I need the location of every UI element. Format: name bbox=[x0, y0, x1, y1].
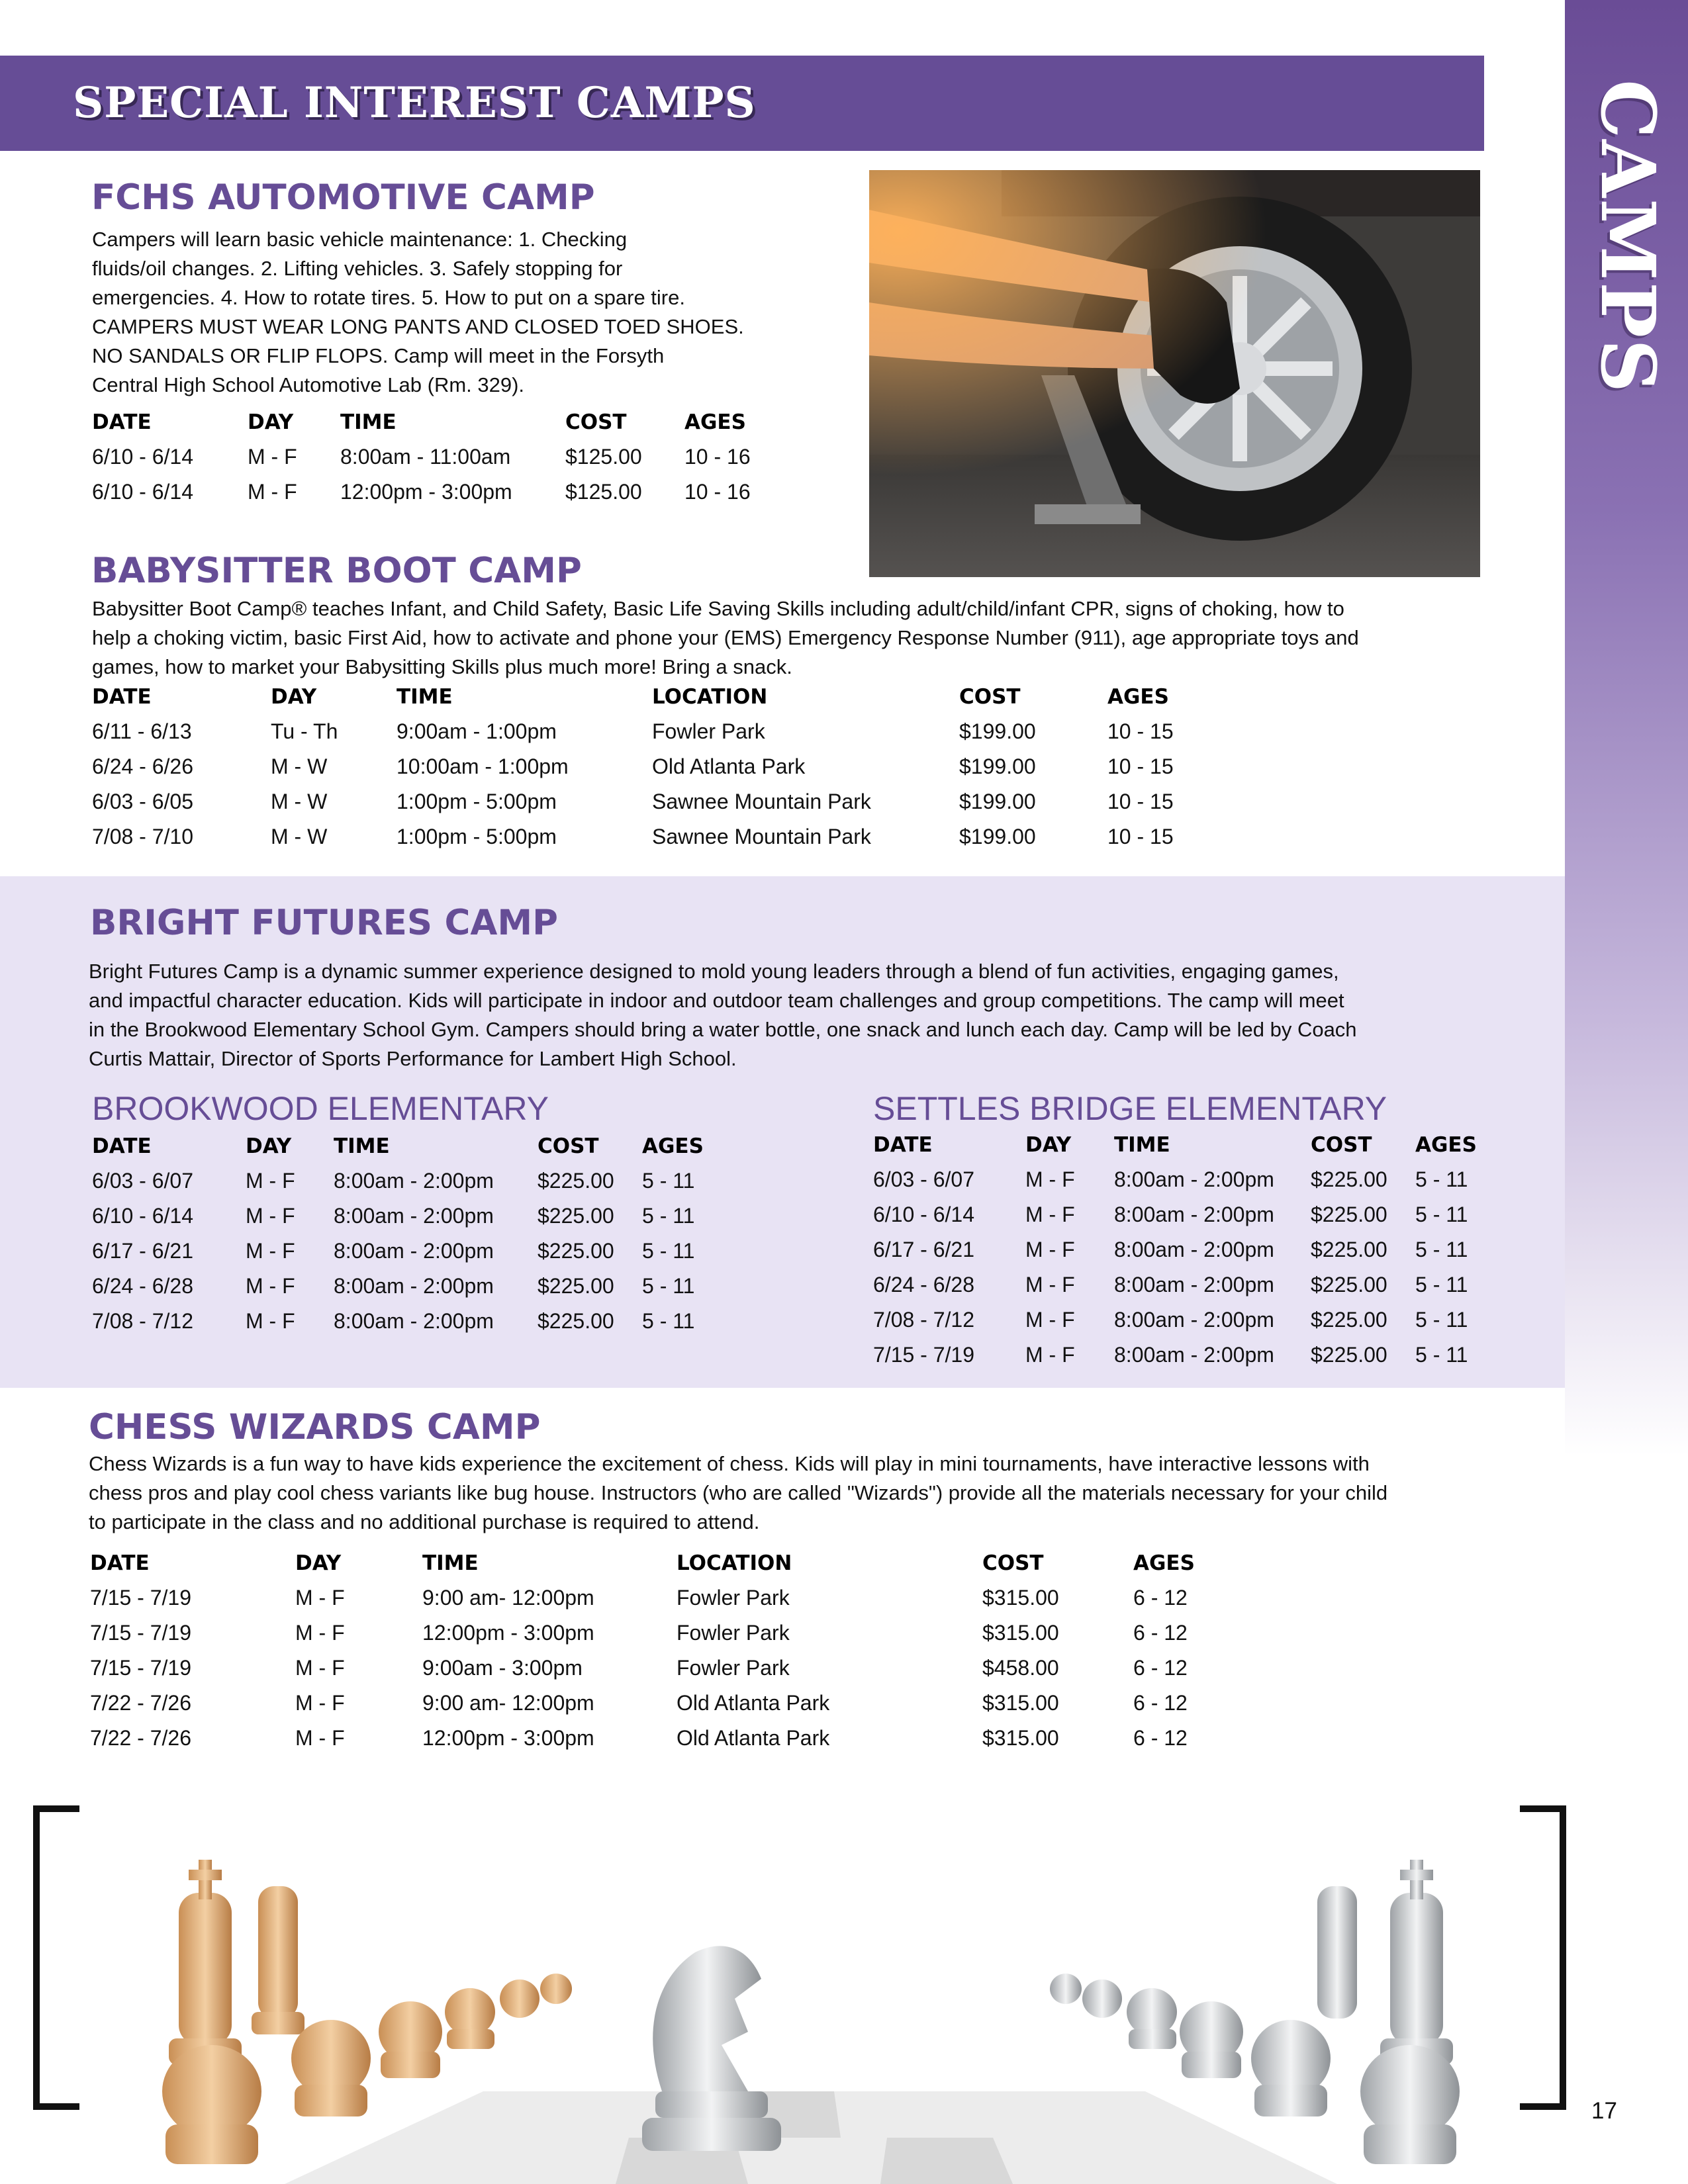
table-cell: 6 - 12 bbox=[1133, 1621, 1188, 1645]
table-cell: $199.00 bbox=[959, 719, 1036, 743]
column-header: AGES bbox=[1107, 685, 1169, 709]
table-cell: M - F bbox=[248, 445, 297, 469]
table-cell: 8:00am - 2:00pm bbox=[1114, 1308, 1274, 1332]
column-header: TIME bbox=[340, 410, 397, 434]
table-cell: 5 - 11 bbox=[642, 1169, 695, 1193]
table-cell: $199.00 bbox=[959, 825, 1036, 848]
table-cell: $225.00 bbox=[1311, 1273, 1387, 1297]
automotive-schedule-table bbox=[92, 405, 764, 510]
table-cell: 7/15 - 7/19 bbox=[90, 1586, 191, 1610]
table-cell: $225.00 bbox=[538, 1309, 614, 1333]
page-number: 17 bbox=[1591, 2098, 1617, 2124]
table-cell: 8:00am - 2:00pm bbox=[334, 1309, 494, 1333]
table-cell: 6/10 - 6/14 bbox=[873, 1203, 974, 1226]
table-cell: Fowler Park bbox=[677, 1586, 790, 1610]
table-cell: Sawnee Mountain Park bbox=[652, 825, 871, 848]
table-cell: M - F bbox=[1025, 1343, 1075, 1367]
table-cell: Old Atlanta Park bbox=[652, 754, 806, 778]
column-header: DAY bbox=[246, 1134, 292, 1158]
table-cell: 7/15 - 7/19 bbox=[90, 1621, 191, 1645]
table-cell: $125.00 bbox=[565, 445, 642, 469]
table-cell: 7/08 - 7/10 bbox=[92, 825, 193, 848]
table-row bbox=[92, 784, 1194, 819]
description-line: emergencies. 4. How to rotate tires. 5. How to put on a spare tire. bbox=[92, 286, 685, 309]
table-cell: 5 - 11 bbox=[642, 1204, 695, 1228]
table-cell: 10 - 15 bbox=[1107, 719, 1174, 743]
table-cell: 9:00 am- 12:00pm bbox=[422, 1691, 594, 1715]
table-row bbox=[92, 714, 1194, 749]
table-cell: 8:00am - 2:00pm bbox=[1114, 1167, 1274, 1191]
table-cell: 9:00 am- 12:00pm bbox=[422, 1586, 594, 1610]
table-cell: 6 - 12 bbox=[1133, 1586, 1188, 1610]
table-cell: M - F bbox=[246, 1274, 295, 1298]
table-header-row bbox=[90, 1546, 1213, 1580]
table-cell: $225.00 bbox=[538, 1204, 614, 1228]
description-line: help a choking victim, basic First Aid, how to activate and phone your (EMS) Emergency Response Number (911), age appropriate toys and bbox=[92, 626, 1359, 649]
brookwood-schedule-table bbox=[92, 1129, 715, 1339]
table-cell: $315.00 bbox=[982, 1586, 1059, 1610]
table-row bbox=[92, 475, 764, 510]
table-cell: M - F bbox=[246, 1309, 295, 1333]
table-cell: 8:00am - 2:00pm bbox=[1114, 1273, 1274, 1297]
table-cell: 7/22 - 7/26 bbox=[90, 1726, 191, 1750]
description-line: Central High School Automotive Lab (Rm. 329). bbox=[92, 373, 525, 396]
table-cell: 10:00am - 1:00pm bbox=[397, 754, 569, 778]
column-header: COST bbox=[565, 410, 627, 434]
table-cell: 8:00am - 2:00pm bbox=[334, 1239, 494, 1263]
chess-description bbox=[89, 1449, 1387, 1537]
column-header: DATE bbox=[92, 1134, 152, 1158]
table-cell: 8:00am - 11:00am bbox=[340, 445, 511, 469]
table-header-row bbox=[873, 1128, 1488, 1162]
table-header-row bbox=[92, 405, 764, 439]
column-header: DATE bbox=[873, 1133, 933, 1157]
table-cell: 1:00pm - 5:00pm bbox=[397, 790, 557, 813]
column-header: DAY bbox=[271, 685, 317, 709]
babysitter-title: BABYSITTER BOOT CAMP bbox=[91, 551, 582, 591]
table-cell: 7/08 - 7/12 bbox=[873, 1308, 974, 1332]
description-line: in the Brookwood Elementary School Gym. Campers should bring a water bottle, one snack and lunch each day. Camp will be led by Coach bbox=[89, 1018, 1357, 1041]
table-row bbox=[92, 439, 764, 475]
table-cell: M - F bbox=[295, 1726, 345, 1750]
column-header: DATE bbox=[92, 685, 152, 709]
column-header: COST bbox=[1311, 1133, 1372, 1157]
table-cell: 8:00am - 2:00pm bbox=[1114, 1343, 1274, 1367]
column-header: AGES bbox=[684, 410, 746, 434]
table-cell: 6/24 - 6/28 bbox=[92, 1274, 193, 1298]
table-row bbox=[90, 1686, 1213, 1721]
table-cell: 5 - 11 bbox=[1415, 1203, 1468, 1226]
table-cell: 7/15 - 7/19 bbox=[873, 1343, 974, 1367]
table-cell: M - F bbox=[1025, 1203, 1075, 1226]
babysitter-description bbox=[92, 594, 1359, 682]
table-cell: 10 - 16 bbox=[684, 480, 751, 504]
table-cell: 10 - 15 bbox=[1107, 790, 1174, 813]
table-cell: M - F bbox=[295, 1621, 345, 1645]
table-cell: Fowler Park bbox=[677, 1656, 790, 1680]
table-cell: 8:00am - 2:00pm bbox=[334, 1169, 494, 1193]
table-cell: $225.00 bbox=[1311, 1308, 1387, 1332]
table-cell: M - F bbox=[1025, 1238, 1075, 1261]
table-cell: M - W bbox=[271, 790, 328, 813]
table-cell: M - F bbox=[295, 1586, 345, 1610]
table-cell: M - F bbox=[1025, 1308, 1075, 1332]
table-cell: 7/15 - 7/19 bbox=[90, 1656, 191, 1680]
column-header: DAY bbox=[1025, 1133, 1072, 1157]
automotive-photo bbox=[869, 170, 1480, 577]
table-cell: 6/24 - 6/28 bbox=[873, 1273, 974, 1297]
table-cell: M - F bbox=[1025, 1167, 1075, 1191]
table-cell: $225.00 bbox=[1311, 1343, 1387, 1367]
description-line: Curtis Mattair, Director of Sports Performance for Lambert High School. bbox=[89, 1047, 737, 1070]
column-header: AGES bbox=[1415, 1133, 1477, 1157]
table-cell: 5 - 11 bbox=[642, 1239, 695, 1263]
table-cell: M - F bbox=[1025, 1273, 1075, 1297]
column-header: DAY bbox=[295, 1551, 342, 1575]
table-cell: 10 - 15 bbox=[1107, 754, 1174, 778]
table-cell: 5 - 11 bbox=[1415, 1343, 1468, 1367]
table-row bbox=[92, 749, 1194, 784]
table-cell: Tu - Th bbox=[271, 719, 338, 743]
table-row bbox=[92, 1163, 715, 1199]
table-cell: M - F bbox=[246, 1169, 295, 1193]
bright-futures-description bbox=[89, 957, 1357, 1073]
table-row bbox=[873, 1338, 1488, 1373]
description-line: to participate in the class and no additional purchase is required to attend. bbox=[89, 1510, 760, 1533]
table-cell: 12:00pm - 3:00pm bbox=[422, 1726, 594, 1750]
column-header: TIME bbox=[422, 1551, 479, 1575]
automotive-title: FCHS AUTOMOTIVE CAMP bbox=[91, 177, 595, 218]
tire-change-image bbox=[869, 170, 1480, 577]
table-header-row bbox=[92, 680, 1194, 714]
column-header: COST bbox=[959, 685, 1021, 709]
table-cell: 8:00am - 2:00pm bbox=[1114, 1203, 1274, 1226]
table-row bbox=[90, 1580, 1213, 1615]
table-cell: Fowler Park bbox=[677, 1621, 790, 1645]
table-cell: $225.00 bbox=[1311, 1167, 1387, 1191]
table-cell: 5 - 11 bbox=[1415, 1273, 1468, 1297]
table-cell: 8:00am - 2:00pm bbox=[334, 1274, 494, 1298]
table-cell: $225.00 bbox=[1311, 1238, 1387, 1261]
table-row bbox=[90, 1721, 1213, 1756]
page-title: SPECIAL INTEREST CAMPS bbox=[73, 78, 756, 128]
table-header-row bbox=[92, 1129, 715, 1163]
table-cell: 6 - 12 bbox=[1133, 1691, 1188, 1715]
table-cell: Fowler Park bbox=[652, 719, 765, 743]
column-header: TIME bbox=[1114, 1133, 1170, 1157]
table-cell: $315.00 bbox=[982, 1691, 1059, 1715]
description-line: Babysitter Boot Camp® teaches Infant, and Child Safety, Basic Life Saving Skills including adult/child/infant CPR, signs of choking, how to bbox=[92, 597, 1344, 620]
column-header: DATE bbox=[90, 1551, 150, 1575]
table-cell: $225.00 bbox=[538, 1239, 614, 1263]
description-line: and impactful character education. Kids will participate in indoor and outdoor team challenges and group competitions. The camp will meet bbox=[89, 989, 1344, 1012]
table-cell: 12:00pm - 3:00pm bbox=[422, 1621, 594, 1645]
column-header: AGES bbox=[1133, 1551, 1195, 1575]
table-cell: 5 - 11 bbox=[1415, 1167, 1468, 1191]
table-cell: 5 - 11 bbox=[1415, 1238, 1468, 1261]
table-cell: Old Atlanta Park bbox=[677, 1726, 830, 1750]
babysitter-schedule-table bbox=[92, 680, 1194, 854]
table-row bbox=[90, 1615, 1213, 1651]
table-row bbox=[873, 1302, 1488, 1338]
table-row bbox=[92, 1234, 715, 1269]
description-line: Chess Wizards is a fun way to have kids experience the excitement of chess. Kids will play in mini tournaments, have interactive lessons with bbox=[89, 1452, 1370, 1475]
column-header: DATE bbox=[92, 410, 152, 434]
table-cell: 6/03 - 6/07 bbox=[873, 1167, 974, 1191]
table-cell: 7/08 - 7/12 bbox=[92, 1309, 193, 1333]
settles-bridge-title: SETTLES BRIDGE ELEMENTARY bbox=[873, 1090, 1387, 1127]
table-cell: Sawnee Mountain Park bbox=[652, 790, 871, 813]
table-cell: $225.00 bbox=[1311, 1203, 1387, 1226]
table-cell: M - F bbox=[246, 1239, 295, 1263]
table-cell: 10 - 15 bbox=[1107, 825, 1174, 848]
table-row bbox=[873, 1197, 1488, 1232]
table-cell: 6/17 - 6/21 bbox=[873, 1238, 974, 1261]
table-cell: 6/10 - 6/14 bbox=[92, 480, 193, 504]
table-cell: 9:00am - 1:00pm bbox=[397, 719, 557, 743]
table-cell: $225.00 bbox=[538, 1169, 614, 1193]
table-row bbox=[90, 1651, 1213, 1686]
table-cell: 5 - 11 bbox=[642, 1309, 695, 1333]
table-cell: 6 - 12 bbox=[1133, 1726, 1188, 1750]
brookwood-title: BROOKWOOD ELEMENTARY bbox=[92, 1090, 549, 1127]
description-line: NO SANDALS OR FLIP FLOPS. Camp will meet in the Forsyth bbox=[92, 344, 665, 367]
table-cell: Old Atlanta Park bbox=[677, 1691, 830, 1715]
column-header: COST bbox=[982, 1551, 1044, 1575]
table-cell: $225.00 bbox=[538, 1274, 614, 1298]
left-bracket bbox=[33, 1805, 79, 2110]
column-header: LOCATION bbox=[677, 1551, 792, 1575]
description-line: Bright Futures Camp is a dynamic summer experience designed to mold young leaders through a blend of fun activities, engaging games, bbox=[89, 960, 1339, 983]
column-header: LOCATION bbox=[652, 685, 768, 709]
table-row bbox=[873, 1267, 1488, 1302]
description-line: Campers will learn basic vehicle maintenance: 1. Checking bbox=[92, 228, 628, 251]
column-header: TIME bbox=[334, 1134, 390, 1158]
table-cell: 7/22 - 7/26 bbox=[90, 1691, 191, 1715]
chess-pieces-image bbox=[152, 1780, 1470, 2184]
chessboard-illustration bbox=[152, 1780, 1470, 2184]
table-cell: M - W bbox=[271, 825, 328, 848]
table-cell: 6/10 - 6/14 bbox=[92, 1204, 193, 1228]
table-cell: $125.00 bbox=[565, 480, 642, 504]
chess-title: CHESS WIZARDS CAMP bbox=[89, 1407, 541, 1447]
table-cell: $315.00 bbox=[982, 1621, 1059, 1645]
table-row bbox=[873, 1232, 1488, 1267]
description-line: chess pros and play cool chess variants like bug house. Instructors (who are called "Wizards") provide all the materials necessary for your child bbox=[89, 1481, 1388, 1504]
table-cell: 6/17 - 6/21 bbox=[92, 1239, 193, 1263]
chess-schedule-table bbox=[90, 1546, 1213, 1756]
description-line: fluids/oil changes. 2. Lifting vehicles. 3. Safely stopping for bbox=[92, 257, 623, 280]
settles-bridge-schedule-table bbox=[873, 1128, 1488, 1373]
column-header: DAY bbox=[248, 410, 294, 434]
column-header: AGES bbox=[642, 1134, 704, 1158]
description-line: games, how to market your Babysitting Skills plus much more! Bring a snack. bbox=[92, 655, 792, 678]
table-cell: $199.00 bbox=[959, 754, 1036, 778]
automotive-description bbox=[92, 225, 744, 400]
table-cell: 10 - 16 bbox=[684, 445, 751, 469]
table-cell: 12:00pm - 3:00pm bbox=[340, 480, 512, 504]
table-cell: M - F bbox=[295, 1656, 345, 1680]
table-cell: 6 - 12 bbox=[1133, 1656, 1188, 1680]
table-cell: $458.00 bbox=[982, 1656, 1059, 1680]
table-row bbox=[92, 1199, 715, 1234]
column-header: TIME bbox=[397, 685, 453, 709]
right-bracket bbox=[1520, 1805, 1566, 2110]
column-header: COST bbox=[538, 1134, 599, 1158]
table-cell: 6/11 - 6/13 bbox=[92, 719, 192, 743]
table-cell: 8:00am - 2:00pm bbox=[1114, 1238, 1274, 1261]
table-cell: $199.00 bbox=[959, 790, 1036, 813]
side-tab-label: CAMPS bbox=[1584, 79, 1671, 394]
table-cell: $315.00 bbox=[982, 1726, 1059, 1750]
table-row bbox=[92, 1304, 715, 1339]
table-cell: 1:00pm - 5:00pm bbox=[397, 825, 557, 848]
table-cell: 6/24 - 6/26 bbox=[92, 754, 193, 778]
table-row bbox=[92, 1269, 715, 1304]
table-row bbox=[92, 819, 1194, 854]
table-cell: 6/03 - 6/05 bbox=[92, 790, 193, 813]
table-cell: M - W bbox=[271, 754, 328, 778]
table-cell: 8:00am - 2:00pm bbox=[334, 1204, 494, 1228]
table-cell: 6/03 - 6/07 bbox=[92, 1169, 193, 1193]
table-cell: M - F bbox=[295, 1691, 345, 1715]
table-cell: 6/10 - 6/14 bbox=[92, 445, 193, 469]
description-line: CAMPERS MUST WEAR LONG PANTS AND CLOSED TOED SHOES. bbox=[92, 315, 744, 338]
table-cell: 9:00am - 3:00pm bbox=[422, 1656, 583, 1680]
table-cell: 5 - 11 bbox=[1415, 1308, 1468, 1332]
table-cell: M - F bbox=[248, 480, 297, 504]
table-cell: 5 - 11 bbox=[642, 1274, 695, 1298]
bright-futures-title: BRIGHT FUTURES CAMP bbox=[90, 903, 558, 943]
table-row bbox=[873, 1162, 1488, 1197]
table-cell: M - F bbox=[246, 1204, 295, 1228]
